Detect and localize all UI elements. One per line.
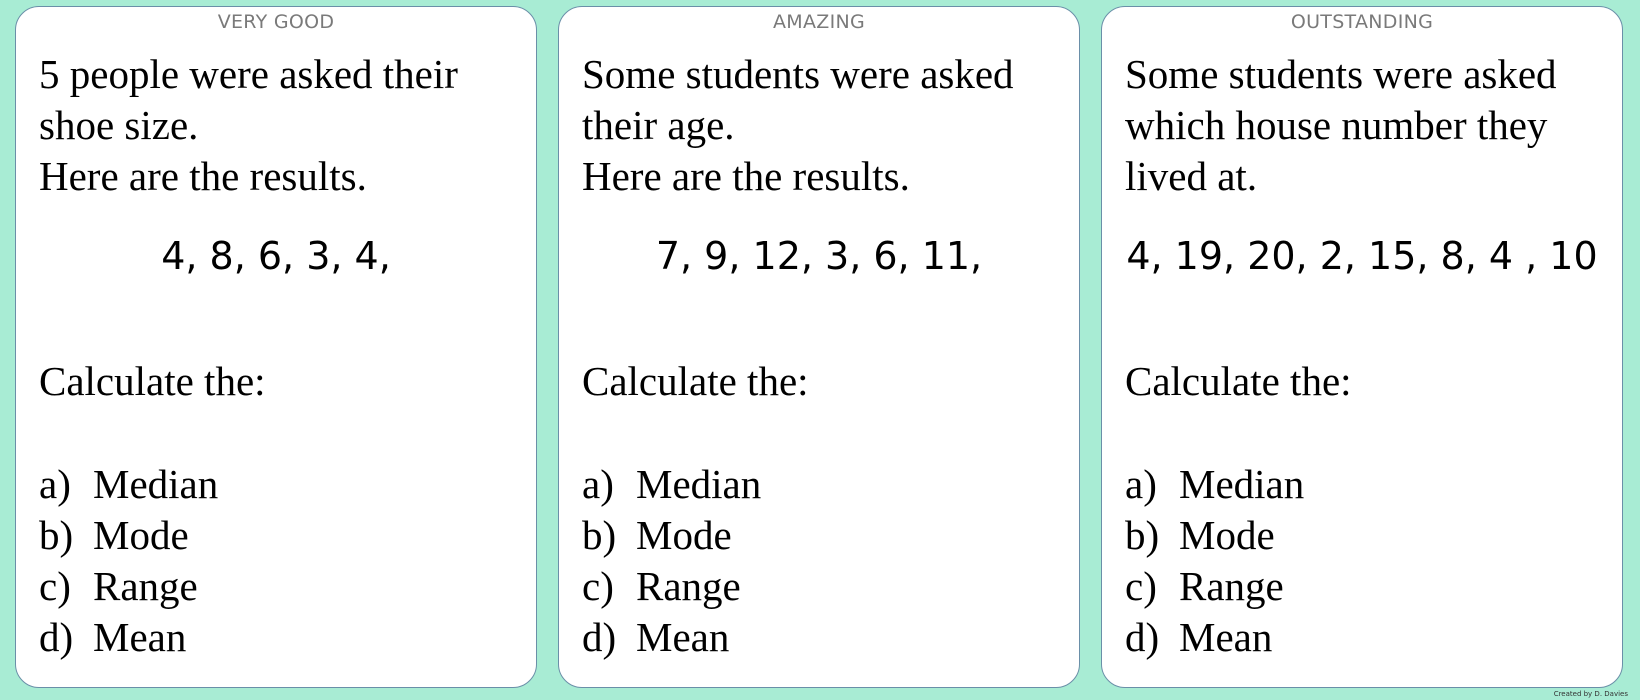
calculate-prompt: Calculate the:	[582, 358, 809, 404]
task-letter: a)	[1125, 461, 1157, 507]
task-item	[582, 612, 761, 663]
data-values: 4, 8, 6, 3, 4,	[161, 234, 391, 278]
question-text	[1125, 49, 1610, 202]
card-title: AMAZING	[772, 11, 866, 33]
task-item	[582, 459, 761, 510]
question-text	[39, 49, 524, 202]
task-letter: c)	[1125, 563, 1157, 609]
question-line: Some students were asked	[1125, 51, 1557, 97]
question-line: their age.	[582, 102, 735, 148]
task-letter: d)	[582, 614, 617, 660]
task-label: Mode	[1179, 512, 1275, 558]
question-line: 5 people were asked their	[39, 51, 458, 97]
task-item	[1125, 459, 1304, 510]
task-item	[582, 561, 761, 612]
task-letter: a)	[582, 461, 614, 507]
question-line: which house number they	[1125, 102, 1548, 148]
calculate-prompt: Calculate the:	[1125, 358, 1352, 404]
task-letter: b)	[1125, 512, 1160, 558]
task-label: Range	[1179, 563, 1284, 609]
question-card-amazing	[558, 6, 1080, 688]
data-values: 4, 19, 20, 2, 15, 8, 4 , 10	[1126, 234, 1598, 278]
task-label: Mode	[93, 512, 189, 558]
task-list	[582, 459, 761, 663]
task-label: Median	[636, 461, 762, 507]
task-item	[39, 612, 218, 663]
task-label: Median	[1179, 461, 1305, 507]
calculate-prompt: Calculate the:	[39, 358, 266, 404]
question-line: Here are the results.	[582, 153, 910, 199]
task-item	[1125, 561, 1304, 612]
task-label: Median	[93, 461, 219, 507]
task-letter: b)	[582, 512, 617, 558]
task-letter: c)	[582, 563, 614, 609]
task-letter: c)	[39, 563, 71, 609]
data-values: 7, 9, 12, 3, 6, 11,	[655, 234, 983, 278]
task-label: Range	[636, 563, 741, 609]
card-title: VERY GOOD	[217, 11, 335, 33]
task-list	[39, 459, 218, 663]
task-letter: a)	[39, 461, 71, 507]
task-letter: b)	[39, 512, 74, 558]
task-item	[1125, 612, 1304, 663]
task-item	[39, 459, 218, 510]
question-text	[582, 49, 1067, 202]
question-line: Here are the results.	[39, 153, 367, 199]
card-title: OUTSTANDING	[1290, 11, 1434, 33]
author-credit: Created by D. Davies	[1553, 690, 1628, 698]
task-list	[1125, 459, 1304, 663]
task-label: Mean	[636, 614, 730, 660]
task-item	[582, 510, 761, 561]
task-label: Mean	[1179, 614, 1273, 660]
task-label: Mean	[93, 614, 187, 660]
task-letter: d)	[39, 614, 74, 660]
question-card-outstanding	[1101, 6, 1623, 688]
question-line: Some students were asked	[582, 51, 1014, 97]
task-item	[39, 510, 218, 561]
task-item	[1125, 510, 1304, 561]
question-line: shoe size.	[39, 102, 199, 148]
task-label: Range	[93, 563, 198, 609]
question-line: lived at.	[1125, 153, 1258, 199]
question-card-very-good	[15, 6, 537, 688]
task-label: Mode	[636, 512, 732, 558]
task-item	[39, 561, 218, 612]
task-letter: d)	[1125, 614, 1160, 660]
